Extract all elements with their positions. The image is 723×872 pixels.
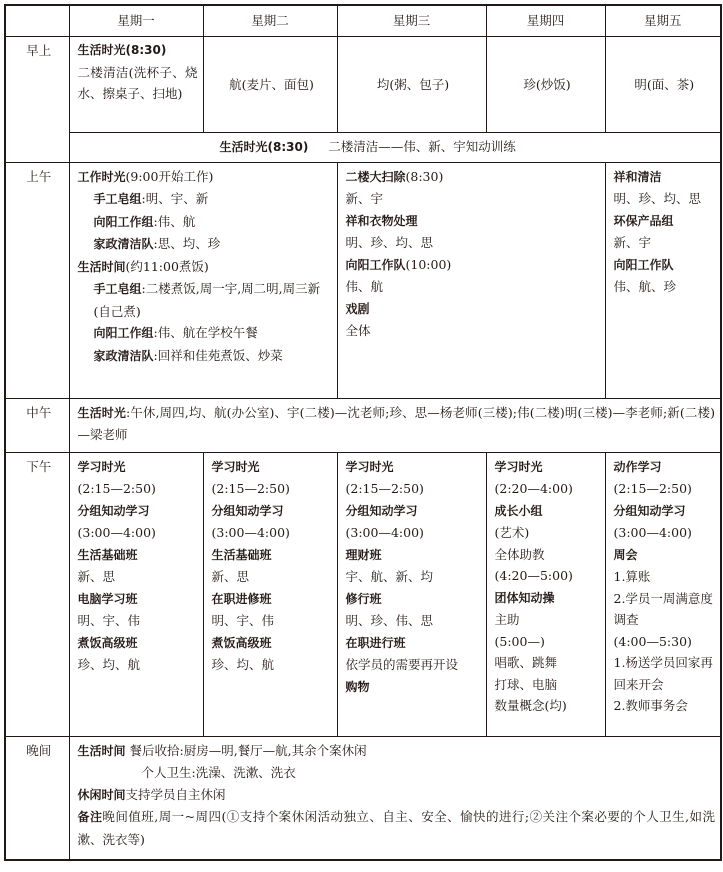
header-row — [5, 5, 721, 37]
evening-note-label: 备注 — [77, 810, 103, 824]
list-item — [495, 456, 600, 479]
item-label: 在职进修班 — [211, 591, 272, 606]
item-text: (8:30) — [405, 168, 444, 184]
evening-line-1 — [78, 740, 716, 763]
list-item — [614, 522, 715, 544]
item-text: 宇、航、新、均 — [345, 569, 434, 584]
item-label: 分组知动学习 — [345, 503, 418, 518]
noon-content — [69, 398, 721, 452]
header-thursday: 星期四 — [486, 5, 605, 37]
item-label: 家政清洁队 — [93, 237, 154, 251]
evening-content — [69, 736, 721, 860]
item-text: 伟、航、珍 — [613, 279, 677, 294]
list-item — [346, 254, 600, 277]
header-monday: 星期一 — [69, 5, 203, 37]
list-item — [614, 695, 715, 717]
afternoon-monday-list — [78, 456, 198, 676]
period-noon: 中午 — [5, 398, 69, 452]
item-text: :伟、航 — [153, 213, 196, 229]
list-item — [346, 544, 478, 567]
list-item — [346, 632, 478, 655]
list-item — [614, 500, 715, 523]
item-text: 唱歌、跳舞 — [494, 655, 558, 670]
list-item — [614, 276, 716, 298]
item-label: 学习时光 — [345, 459, 394, 474]
forenoon-mon-tue-list — [78, 166, 327, 368]
item-label: 向阳工作组 — [93, 326, 154, 340]
item-text: 1.杨送学员回家再回来开会 — [613, 655, 713, 692]
item-text: 打球、电脑 — [494, 676, 558, 692]
morning-wednesday: 均(粥、包子) — [337, 37, 486, 133]
list-item — [614, 566, 715, 588]
item-text: :二楼煮饭,周一宇,周二明,周三新(自己煮) — [93, 281, 321, 319]
list-item — [78, 544, 198, 567]
noon-text: :午休,周四,均、航(办公室)、宇(二楼)—沈老师;珍、思—杨老师(三楼);伟(二楼)明(三楼)—李老师;新(二楼)—梁老师 — [77, 404, 715, 442]
list-item — [614, 456, 715, 479]
list-item — [78, 522, 198, 544]
list-item — [346, 522, 478, 544]
list-item — [212, 610, 332, 632]
list-item — [495, 631, 600, 653]
list-item — [212, 456, 332, 479]
item-text: 1.算账 — [613, 569, 651, 584]
afternoon-thursday-list — [495, 456, 600, 717]
morning-thursday: 珍(炒饭) — [486, 37, 605, 133]
list-item — [614, 166, 716, 189]
list-item — [78, 632, 198, 655]
item-label: 煮饭高级班 — [211, 635, 272, 650]
item-text: 明、宇、伟 — [211, 613, 275, 628]
list-item — [495, 522, 600, 544]
list-item — [614, 588, 715, 631]
evening-line-4 — [78, 806, 716, 850]
item-label: 生活时间 — [77, 259, 126, 274]
list-item — [78, 166, 327, 189]
list-item — [495, 652, 600, 674]
item-text: 伟、航 — [345, 279, 384, 294]
list-item — [346, 500, 478, 523]
afternoon-tuesday-list — [212, 456, 332, 676]
item-label: 祥和清洁 — [613, 169, 662, 184]
evening-line-3 — [78, 784, 716, 807]
item-label: 分组知动学习 — [77, 503, 150, 518]
item-label: 戏剧 — [345, 301, 370, 316]
list-item — [346, 588, 478, 611]
list-item — [346, 232, 600, 254]
list-item — [78, 566, 198, 588]
item-text: :伟、航在学校午餐 — [153, 325, 258, 340]
list-item — [346, 610, 478, 632]
evening-row — [5, 736, 721, 860]
list-item — [495, 565, 600, 587]
list-item — [212, 544, 332, 567]
list-item — [346, 210, 600, 233]
item-label: 祥和衣物处理 — [345, 213, 418, 228]
period-morning: 早上 — [5, 37, 69, 163]
item-text: (4:20—5:00) — [494, 568, 573, 583]
item-text: :回祥和佳苑煮饭、炒菜 — [153, 347, 283, 363]
item-text: (2:15—2:50) — [211, 481, 290, 496]
afternoon-friday-list — [614, 456, 715, 717]
list-item — [614, 188, 716, 210]
list-item — [212, 588, 332, 611]
list-item — [78, 233, 327, 256]
item-text: 新、宇 — [613, 235, 652, 250]
list-item — [78, 610, 198, 632]
list-item — [614, 254, 716, 277]
forenoon-friday — [605, 162, 721, 398]
noon-label: 生活时光 — [77, 405, 126, 420]
list-item — [78, 588, 198, 611]
list-item — [495, 500, 600, 523]
list-item — [614, 210, 716, 233]
list-item — [78, 345, 327, 368]
list-item — [212, 632, 332, 655]
afternoon-row — [5, 452, 721, 736]
afternoon-friday — [605, 452, 721, 736]
item-label: 煮饭高级班 — [77, 635, 138, 650]
morning-row — [5, 37, 721, 133]
item-text: 全体 — [345, 323, 371, 338]
afternoon-wednesday — [337, 452, 486, 736]
item-text: 新、宇 — [345, 191, 384, 206]
evening-life-label: 生活时间 — [77, 743, 126, 758]
item-label: 向阳工作队 — [345, 257, 406, 272]
list-item — [614, 652, 715, 695]
item-label: 团体知动操 — [494, 590, 555, 605]
list-item — [495, 609, 600, 631]
item-text: 2.学员一周满意度调查 — [613, 590, 713, 627]
item-label: 向阳工作队 — [613, 257, 674, 272]
list-item — [212, 500, 332, 523]
list-item — [78, 256, 327, 279]
header-corner — [5, 5, 69, 37]
item-text: (3:00—4:00) — [613, 525, 692, 540]
item-text: 主助 — [494, 612, 520, 627]
item-text: 全体助教 — [494, 546, 545, 562]
item-text: (艺术) — [494, 525, 530, 540]
item-label: 分组知动学习 — [211, 503, 284, 518]
item-text: :思、均、珍 — [153, 236, 221, 251]
evening-note-text: 晚间值班,周一~周四(①支持个案休闲活动独立、自主、安全、愉快的进行;②关注个案必要的个人卫生,如洗漱、洗衣等) — [77, 809, 715, 847]
forenoon-wed-thu-list — [346, 166, 600, 342]
item-text: (9:00开始工作) — [125, 168, 214, 184]
item-label: 手工皂组 — [93, 192, 142, 206]
item-text: 数量概念(均) — [494, 698, 567, 713]
item-label: 成长小组 — [494, 503, 543, 518]
list-item — [212, 654, 332, 676]
morning-monday-body: 二楼清洁(洗杯子、烧水、擦桌子、扫地) — [77, 64, 198, 101]
list-item — [78, 500, 198, 523]
item-label: 修行班 — [345, 591, 382, 606]
afternoon-thursday — [486, 452, 605, 736]
list-item — [346, 456, 478, 479]
item-text: 新、思 — [77, 569, 116, 584]
morning-friday: 明(面、茶) — [605, 37, 721, 133]
item-text: 明、珍、均、思 — [345, 235, 434, 250]
list-item — [346, 566, 478, 588]
item-text: (2:20—4:00) — [494, 481, 573, 496]
item-text: (2:15—2:50) — [613, 481, 692, 496]
item-text: (4:00—5:30) — [613, 633, 692, 649]
item-text: (5:00—) — [494, 633, 545, 649]
morning-monday-title: 生活时光(8:30) — [77, 43, 167, 57]
morning-note-body: 二楼清洁——伟、新、宇知动训练 — [328, 139, 516, 154]
item-label: 理财班 — [345, 547, 382, 562]
forenoon-row — [5, 162, 721, 398]
forenoon-friday-list — [614, 166, 716, 298]
item-label: 生活基础班 — [211, 547, 272, 562]
list-item — [495, 478, 600, 500]
list-item — [614, 478, 715, 500]
item-label: 向阳工作组 — [93, 214, 154, 229]
forenoon-mon-tue — [69, 162, 337, 398]
list-item — [212, 478, 332, 500]
evening-life-text: 餐后收拾:厨房—明,餐厅—航,其余个案休闲 — [125, 742, 367, 758]
morning-tuesday: 航(麦片、面包) — [203, 37, 337, 133]
item-text: (3:00—4:00) — [77, 525, 156, 540]
item-label: 学习时光 — [77, 459, 126, 474]
item-text: 明、宇、伟 — [77, 613, 141, 628]
list-item — [78, 188, 327, 211]
list-item — [78, 478, 198, 500]
header-friday: 星期五 — [605, 5, 721, 37]
item-text: (2:15—2:50) — [77, 481, 156, 496]
item-text: (2:15—2:50) — [345, 481, 424, 496]
list-item — [346, 188, 600, 210]
item-text: 依学员的需要再开设 — [345, 657, 459, 672]
period-afternoon: 下午 — [5, 452, 69, 736]
morning-note-spacer — [312, 139, 324, 154]
evening-line-2: 个人卫生:洗澡、洗漱、洗衣 — [141, 765, 296, 780]
item-label: 分组知动学习 — [613, 503, 686, 518]
evening-leisure-label: 休闲时间 — [77, 787, 126, 802]
list-item — [346, 276, 600, 298]
list-item — [78, 322, 327, 345]
item-label: 学习时光 — [211, 459, 260, 474]
item-text: 新、思 — [211, 569, 250, 584]
item-label: 学习时光 — [494, 459, 543, 474]
item-text: (约11:00煮饭) — [125, 258, 209, 274]
list-item — [212, 522, 332, 544]
list-item — [212, 566, 332, 588]
list-item — [614, 232, 716, 254]
list-item — [346, 654, 478, 676]
evening-leisure-text: 支持学员自主休闲 — [125, 786, 226, 802]
forenoon-wed-thu — [337, 162, 605, 398]
list-item — [495, 587, 600, 610]
item-text: 珍、均、航 — [211, 657, 275, 672]
list-item — [346, 166, 600, 189]
afternoon-tuesday — [203, 452, 337, 736]
morning-note-title: 生活时光(8:30) — [219, 140, 309, 154]
item-label: 购物 — [345, 679, 370, 694]
item-text: 2.教师事务会 — [613, 698, 688, 713]
item-text: (3:00—4:00) — [345, 525, 424, 540]
item-label: 工作时光 — [77, 169, 126, 184]
weekly-schedule-table — [4, 4, 722, 861]
morning-monday — [69, 37, 203, 133]
item-text: :明、宇、新 — [141, 191, 209, 206]
item-label: 二楼大扫除 — [345, 169, 406, 184]
list-item — [78, 278, 327, 322]
item-label: 生活基础班 — [77, 547, 138, 562]
list-item — [78, 456, 198, 479]
header-wednesday: 星期三 — [337, 5, 486, 37]
list-item — [346, 676, 478, 699]
list-item — [78, 654, 198, 676]
item-label: 手工皂组 — [93, 282, 142, 296]
list-item — [346, 298, 600, 321]
list-item — [78, 211, 327, 234]
period-forenoon: 上午 — [5, 162, 69, 398]
item-text: 明、珍、伟、思 — [345, 613, 434, 628]
list-item — [495, 695, 600, 717]
list-item — [346, 320, 600, 342]
item-label: 电脑学习班 — [77, 591, 138, 606]
noon-row — [5, 398, 721, 452]
list-item — [495, 544, 600, 566]
list-item — [346, 478, 478, 500]
item-text: (10:00) — [405, 256, 452, 272]
item-label: 动作学习 — [613, 459, 662, 474]
afternoon-wednesday-list — [346, 456, 478, 699]
item-text: (3:00—4:00) — [211, 525, 290, 540]
item-label: 在职进行班 — [345, 635, 406, 650]
item-label: 周会 — [613, 547, 638, 562]
item-label: 家政清洁队 — [93, 348, 154, 363]
item-text: 珍、均、航 — [77, 657, 141, 672]
item-text: 明、珍、均、思 — [613, 191, 702, 206]
item-label: 环保产品组 — [613, 213, 674, 228]
list-item — [614, 631, 715, 653]
header-tuesday: 星期二 — [203, 5, 337, 37]
list-item — [495, 674, 600, 696]
afternoon-monday — [69, 452, 203, 736]
morning-weekly-note — [69, 133, 721, 163]
period-evening: 晚间 — [5, 736, 69, 860]
list-item — [614, 544, 715, 567]
morning-row-2 — [5, 133, 721, 163]
